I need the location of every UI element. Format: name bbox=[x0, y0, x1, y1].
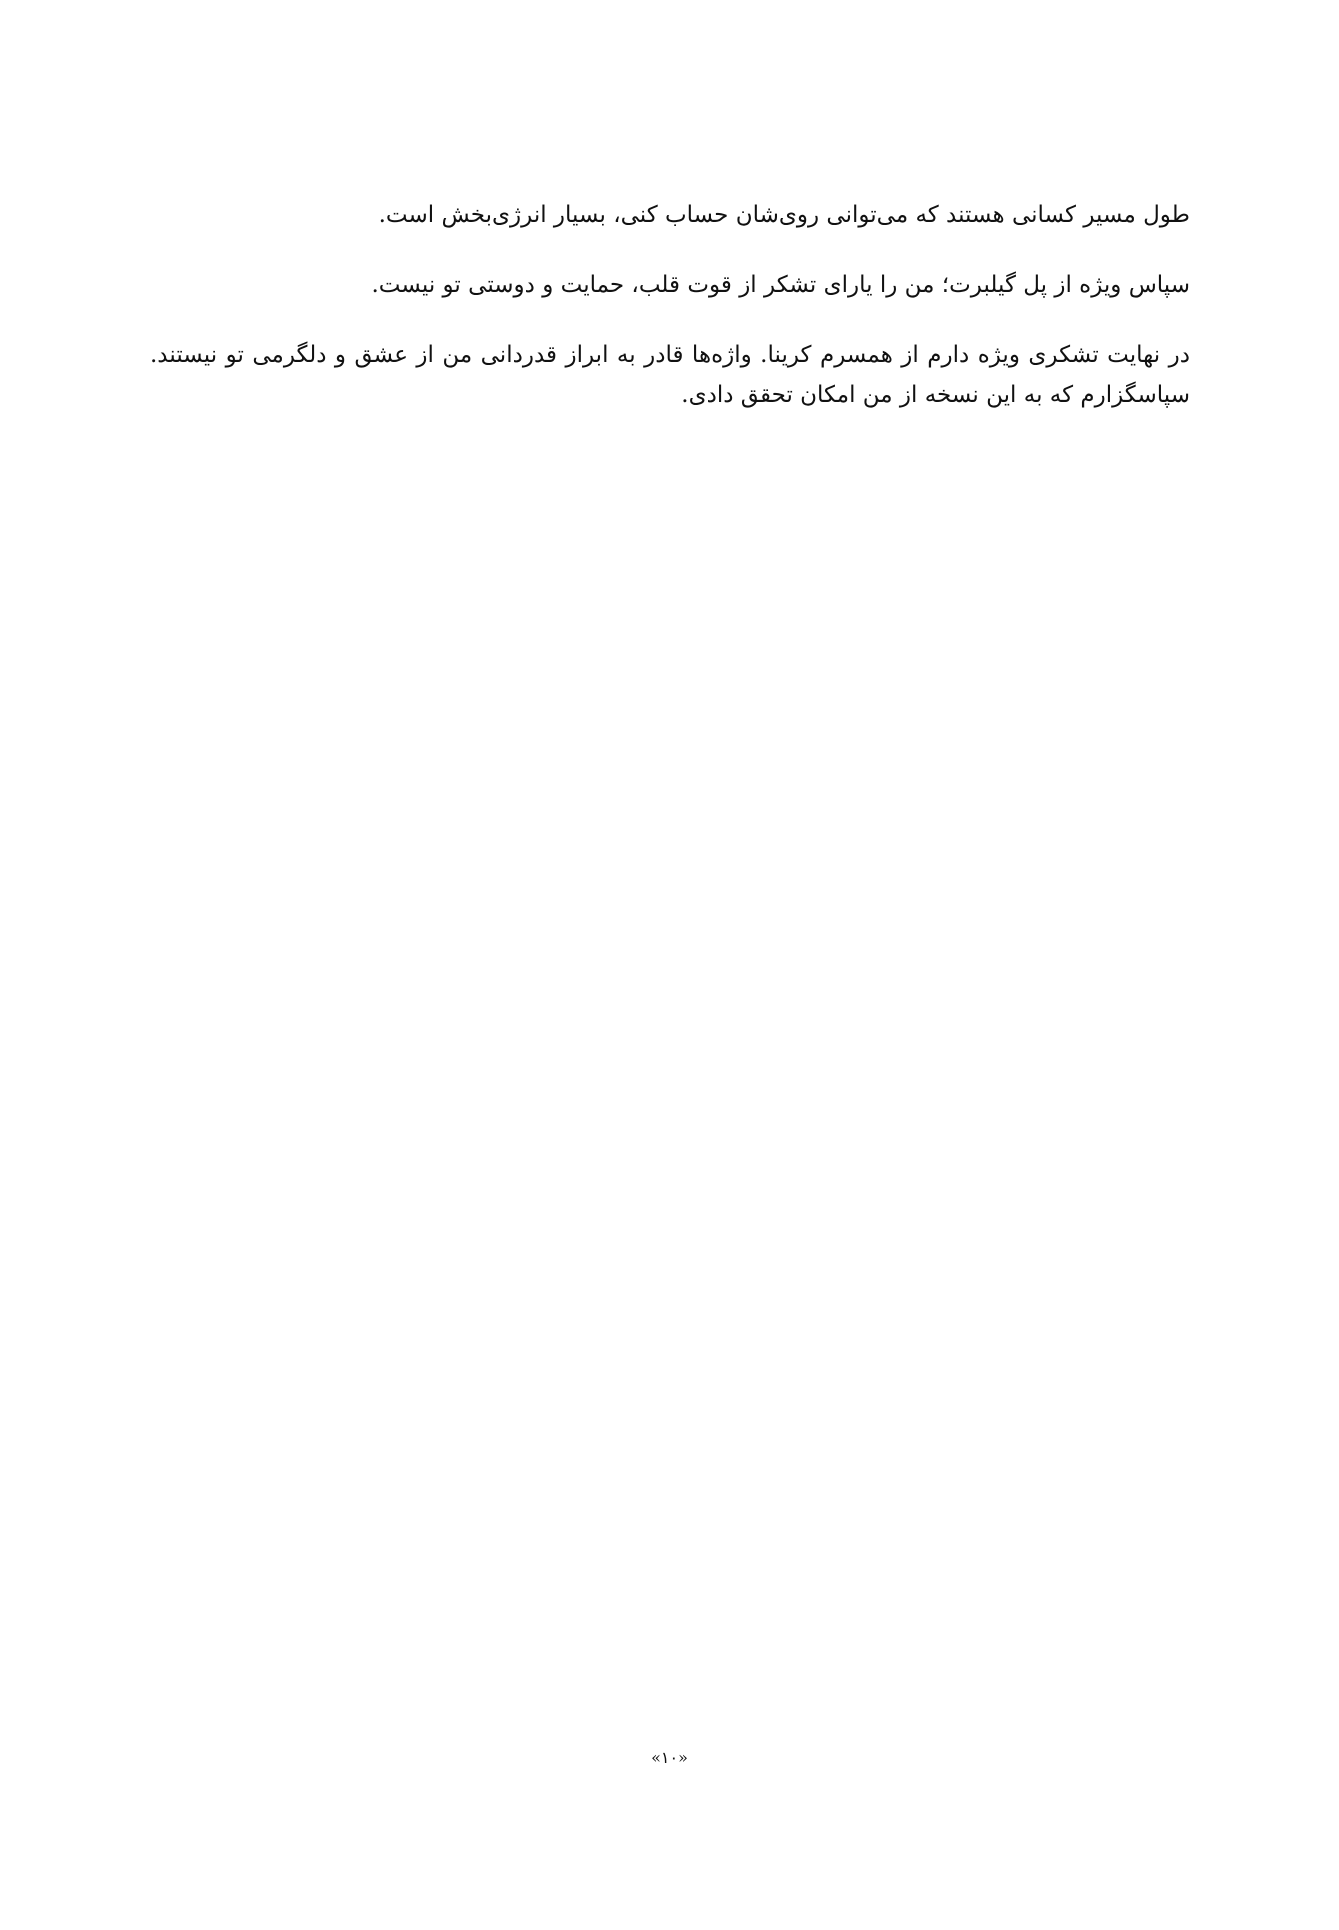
paragraph-2: سپاس ویژه از پل گیلبرت؛ من را یارای تشکر از قوت قلب، حمایت و دوستی تو نیست. bbox=[371, 272, 1190, 298]
page-number: «۱۰» bbox=[651, 1748, 688, 1767]
body-text bbox=[150, 195, 1190, 445]
paragraph-1: طول مسیر کسانی هستند که می‌توانی روی‌شان حساب کنی، بسیار انرژی‌بخش است. bbox=[378, 202, 1190, 228]
paragraph-3: در نهایت تشکری ویژه دارم از همسرم کرینا. واژه‌ها قادر به ابراز قدردانی من از عشق و دلگرمی تو نیستند. سپاسگزارم که به این نسخه از من امکان تحقق دادی. bbox=[150, 342, 1190, 408]
